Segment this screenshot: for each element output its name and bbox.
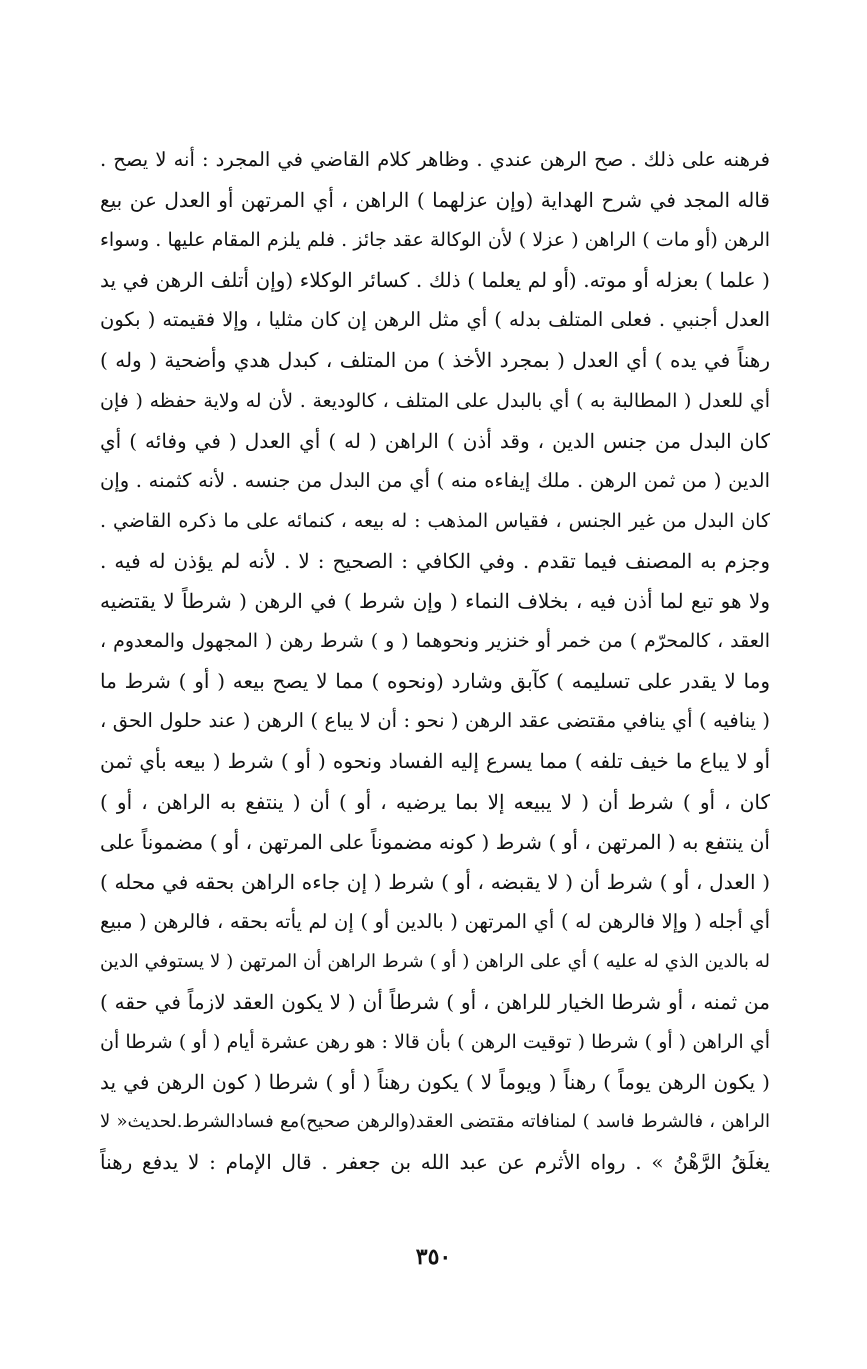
text-line: وما لا يقدر على تسليمه ) كآبق وشارد (ونحوه ) مما لا يصح بيعه ( أو ) شرط ما <box>100 669 770 694</box>
text-line: قاله المجد في شرح الهداية (وإن عزلهما ) الراهن ، أي المرتهن أو العدل عن بيع <box>100 188 770 213</box>
text-line: له بالدين الذي له عليه ) أي على الراهن ( أو ) شرط الراهن أن المرتهن ( لا يستوفي الدين <box>100 950 770 972</box>
text-line: ( علما ) بعزله أو موته. (أو لم يعلما ) ذلك . كسائر الوكلاء (وإن أتلف الرهن في يد <box>100 268 770 293</box>
text-line: يغلَقُ الرَّهْنُ » . رواه الأثرم عن عبد الله بن جعفر . قال الإمام : لا يدفع رهناً <box>100 1150 770 1175</box>
text-line: رهناً في يده ) أي العدل ( بمجرد الأخذ ) من المتلف ، كبدل هدي وأضحية ( وله ) <box>100 348 770 373</box>
text-line: وجزم به المصنف فيما تقدم . وفي الكافي : الصحيح : لا . لأنه لم يؤذن له فيه . <box>100 548 770 573</box>
text-line: أي أجله ( وإلا فالرهن له ) أي المرتهن ( بالدين أو ) إن لم يأته بحقه ، فالرهن ( مبيع <box>100 909 770 933</box>
text-line: العقد ، كالمحرّم ) من خمر أو خنزير ونحوهما ( و ) شرط رهن ( المجهول والمعدوم ، <box>100 630 770 653</box>
text-line: ( يكون الرهن يوماً ) رهناً ( ويوماً لا ) يكون رهناً ( أو ) شرطا ( كون الرهن في يد <box>100 1070 770 1095</box>
text-line: الدين ( من ثمن الرهن . ملك إيفاءه منه ) أي من البدل من جنسه . لأنه كثمنه . وإن <box>100 468 770 492</box>
text-line: من ثمنه ، أو شرطا الخيار للراهن ، أو ) شرطاً أن ( لا يكون العقد لازماً في حقه ) <box>100 989 770 1014</box>
text-line: أي للعدل ( المطالبة به ) أي بالبدل على المتلف ، كالوديعة . لأن له ولاية حفظه ( فإن <box>100 389 770 412</box>
text-line: كان البدل من جنس الدين ، وقد أذن ) الراهن ( له ) أي العدل ( في وفائه ) أي <box>100 428 770 453</box>
text-line: ولا هو تبع لما أذن فيه ، بخلاف النماء ( وإن شرط ) في الرهن ( شرطاً لا يقتضيه <box>100 589 770 614</box>
text-line: الراهن ، فالشرط فاسد ) لمنافاته مقتضى العقد(والرهن صحيح)مع فسادالشرط.لحديث« لا <box>100 1111 770 1133</box>
page-number: ٣٥٠ <box>415 1244 452 1270</box>
text-line: كان ، أو ) شرط أن ( لا يبيعه إلا بما يرضيه ، أو ) أن ( ينتفع به الراهن ، أو ) <box>100 789 770 814</box>
text-line: أن ينتفع به ( المرتهن ، أو ) شرط ( كونه مضموناً على المرتهن ، أو ) مضموناً على <box>100 829 770 854</box>
text-line: ( ينافيه ) أي ينافي مقتضى عقد الرهن ( نحو : أن لا يباع ) الرهن ( عند حلول الحق ، <box>100 709 770 733</box>
text-line: فرهنه على ذلك . صح الرهن عندي . وظاهر كلام القاضي في المجرد : أنه لا يصح . <box>100 148 770 171</box>
text-line: العدل أجنبي . فعلى المتلف بدله ) أي مثل الرهن إن كان مثليا ، وإلا فقيمته ( بكون <box>100 308 770 332</box>
body-text <box>100 140 770 1182</box>
text-line: أي الراهن ( أو ) شرطا ( توقيت الرهن ) بأن قالا : هو رهن عشرة أيام ( أو ) شرطا أن <box>100 1031 770 1054</box>
text-line: أو لا يباع ما خيف تلفه ) مما يسرع إليه الفساد ونحوه ( أو ) شرط ( بيعه بأي ثمن <box>100 749 770 774</box>
text-line: ( العدل ، أو ) شرط أن ( لا يقبضه ، أو ) شرط ( إن جاءه الراهن بحقه في محله ) <box>100 869 770 894</box>
text-line: الرهن (أو مات ) الراهن ( عزلا ) لأن الوكالة عقد جائز . فلم يلزم المقام عليها . وسواء <box>100 229 770 252</box>
text-line: كان البدل من غير الجنس ، فقياس المذهب : له بيعه ، كنمائه على ما ذكره القاضي . <box>100 509 770 532</box>
